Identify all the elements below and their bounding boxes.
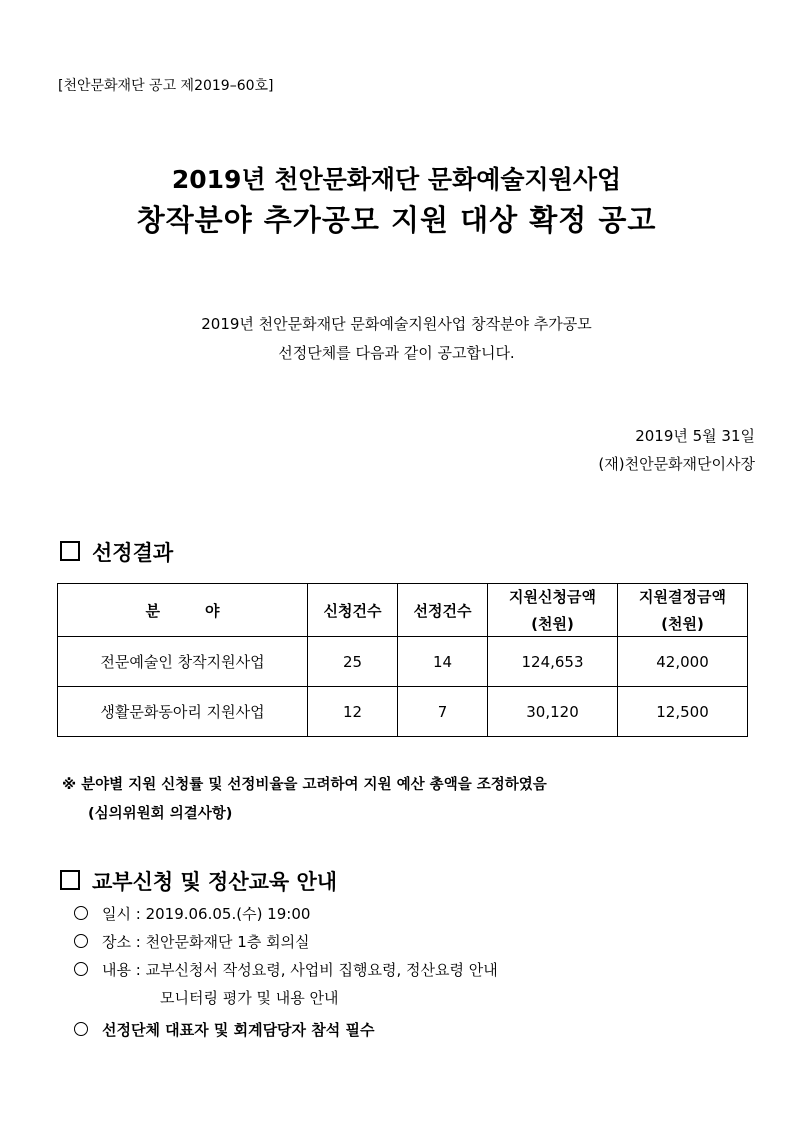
cell-decided: 42,000 <box>618 637 748 687</box>
section-results-heading <box>60 537 173 567</box>
cell-applied: 25 <box>308 637 398 687</box>
guide-time-text: 일시 : 2019.06.05.(수) 19:00 <box>102 905 311 923</box>
header-requested-amount <box>488 584 618 637</box>
circle-bullet-icon <box>74 1022 88 1036</box>
notice-date: 2019년 5월 31일 <box>635 427 755 445</box>
checkbox-square-icon <box>60 870 80 890</box>
cell-requested: 124,653 <box>488 637 618 687</box>
guide-place-text: 장소 : 천안문화재단 1층 회의실 <box>102 933 310 951</box>
notice-number: [천안문화재단 공고 제2019–60호] <box>58 78 274 94</box>
section-results-title: 선정결과 <box>92 541 174 565</box>
results-note-line-2: (심의위원회 의결사항) <box>88 806 233 822</box>
section-guide-title: 교부신청 및 정산교육 안내 <box>92 870 338 894</box>
header-requested-amount-unit: (천원) <box>531 615 574 633</box>
cell-field: 생활문화동아리 지원사업 <box>58 687 308 737</box>
guide-required-text: 선정단체 대표자 및 회계담당자 참석 필수 <box>102 1021 375 1039</box>
guide-content-line-2: 모니터링 평가 및 내용 안내 <box>160 989 339 1007</box>
checkbox-square-icon <box>60 541 80 561</box>
circle-bullet-icon <box>74 906 88 920</box>
guide-item-content <box>74 959 498 980</box>
guide-item-required <box>74 1019 374 1040</box>
header-decided-amount-unit: (천원) <box>661 615 704 633</box>
cell-requested: 30,120 <box>488 687 618 737</box>
circle-bullet-icon <box>74 962 88 976</box>
cell-applied: 12 <box>308 687 398 737</box>
title-line-2: 창작분야 추가공모 지원 대상 확정 공고 <box>136 203 657 237</box>
header-requested-amount-label: 지원신청금액 <box>509 588 596 606</box>
results-table <box>57 583 748 737</box>
table-row <box>58 687 748 737</box>
issuer: (재)천안문화재단이사장 <box>598 455 755 473</box>
section-guide-heading <box>60 866 337 896</box>
intro-line-1: 2019년 천안문화재단 문화예술지원사업 창작분야 추가공모 <box>201 315 592 333</box>
guide-item-time <box>74 903 310 924</box>
title-line-1: 2019년 천안문화재단 문화예술지원사업 <box>171 165 622 194</box>
intro-line-2: 선정단체를 다음과 같이 공고합니다. <box>278 344 515 362</box>
cell-selected: 7 <box>398 687 488 737</box>
results-note-line-1: ※ 분야별 지원 신청률 및 선정비율을 고려하여 지원 예산 총액을 조정하였음 <box>62 777 547 793</box>
cell-decided: 12,500 <box>618 687 748 737</box>
header-applied-count: 신청건수 <box>308 584 398 637</box>
header-field: 분 야 <box>58 584 308 637</box>
table-row <box>58 637 748 687</box>
cell-field: 전문예술인 창작지원사업 <box>58 637 308 687</box>
guide-item-place <box>74 931 310 952</box>
header-selected-count: 선정건수 <box>398 584 488 637</box>
table-header-row <box>58 584 748 637</box>
header-decided-amount <box>618 584 748 637</box>
circle-bullet-icon <box>74 934 88 948</box>
guide-content-text: 내용 : 교부신청서 작성요령, 사업비 집행요령, 정산요령 안내 <box>102 961 498 979</box>
cell-selected: 14 <box>398 637 488 687</box>
header-decided-amount-label: 지원결정금액 <box>639 588 726 606</box>
